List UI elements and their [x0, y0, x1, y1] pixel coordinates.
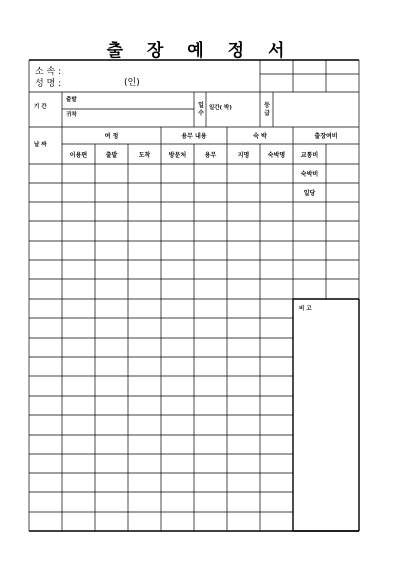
class-label-bottom: 급 [264, 110, 270, 117]
remarks-label: 비 고 [299, 306, 312, 312]
expense-group-header: 출장여비 [314, 133, 338, 140]
period-label: 기 간 [34, 104, 47, 110]
document-title: 출 장 예 정 서 [106, 41, 294, 61]
name-label: 성 명 : [35, 79, 62, 89]
visit-place-column-header: 방문처 [168, 151, 187, 159]
purpose-column-header: 용무 [204, 151, 217, 159]
itinerary-group-header: 여 정 [104, 133, 119, 140]
depart-label: 출발 [66, 97, 77, 103]
class-label-top: 등 [264, 102, 270, 109]
days-label-bottom: 수 [198, 110, 204, 117]
affiliation-label: 소 속 : [35, 67, 62, 77]
departure-column-header: 출발 [105, 151, 118, 159]
transport-column-header: 이용편 [69, 151, 88, 159]
lodging-name-column-header: 숙박명 [267, 151, 286, 159]
days-label-top: 일 [198, 102, 204, 109]
seal-mark: (인) [124, 78, 140, 88]
date-label: 날 짜 [34, 142, 47, 148]
place-name-column-header: 지명 [237, 151, 250, 159]
days-count-text: 일간( 박) [209, 105, 232, 111]
arrival-column-header: 도착 [138, 151, 151, 159]
transport-cost-label: 교통비 [300, 151, 319, 159]
lodging-group-header: 숙 박 [253, 133, 267, 140]
return-label: 귀착 [66, 112, 77, 118]
lodging-cost-label: 숙박비 [300, 171, 319, 178]
business-group-header: 용무 내용 [181, 133, 207, 140]
daily-allowance-label: 일당 [303, 190, 316, 197]
